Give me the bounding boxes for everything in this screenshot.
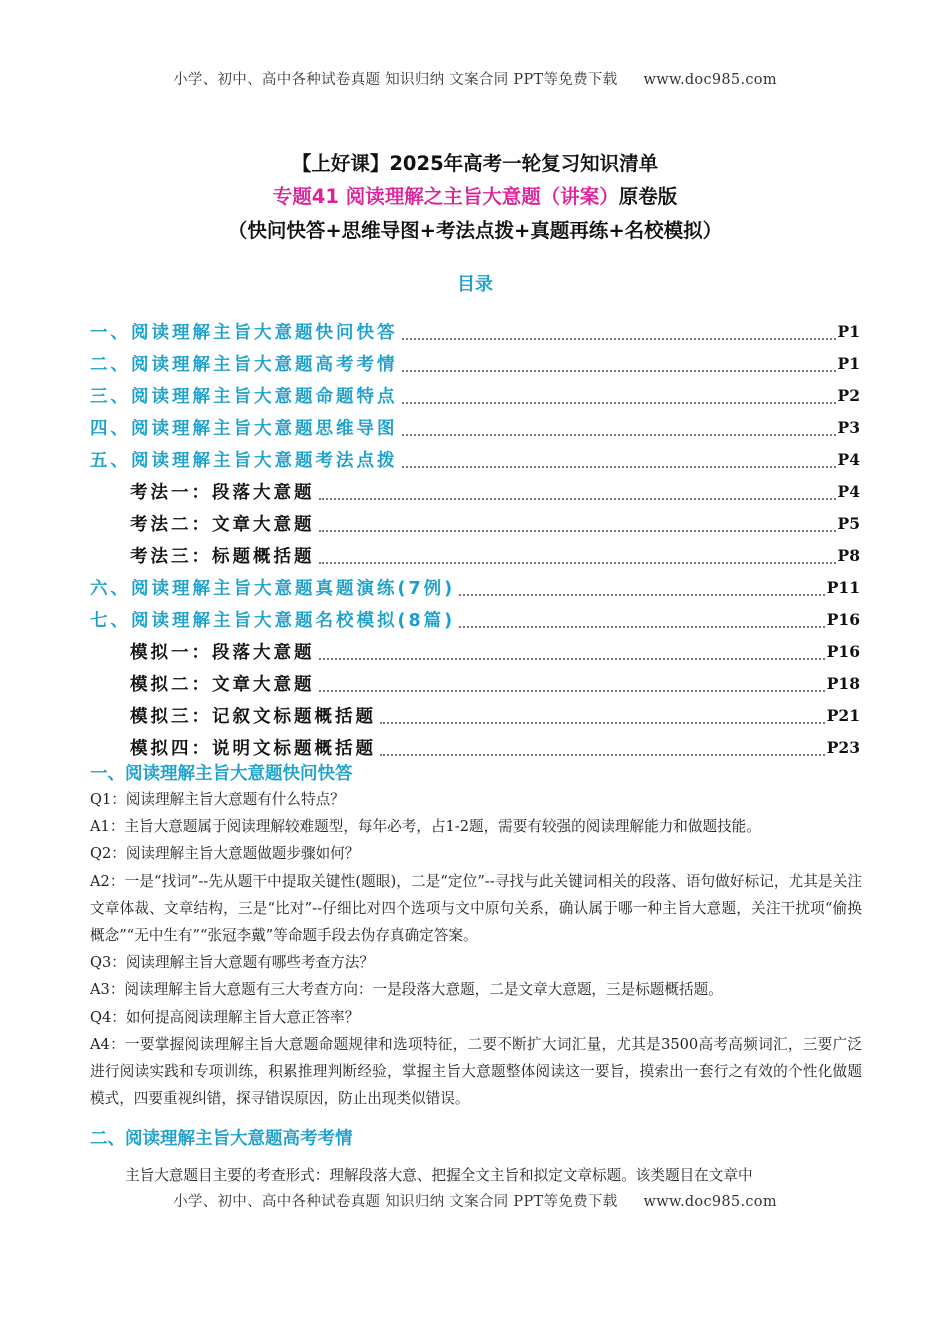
toc-item-label: 三、阅读理解主旨大意题命题特点 bbox=[90, 387, 398, 407]
toc-item-label: 考法二：文章大意题 bbox=[130, 515, 315, 535]
toc-item-page: P4 bbox=[837, 482, 860, 501]
qa-section bbox=[90, 786, 862, 1112]
toc-item-label: 考法一：段落大意题 bbox=[130, 483, 315, 503]
answer-3: A3：阅读理解主旨大意题有三大考查方向：一是段落大意题，二是文章大意题，三是标题概括题。 bbox=[90, 981, 723, 999]
title-block bbox=[0, 148, 950, 248]
document-contents-summary: （快问快答+思维导图+考法点拨+真题再练+名校模拟） bbox=[227, 219, 723, 242]
toc-subitem[interactable] bbox=[90, 728, 860, 760]
toc-item-label: 七、阅读理解主旨大意题名校模拟(8篇) bbox=[90, 611, 456, 631]
toc-item[interactable] bbox=[90, 312, 860, 344]
subtitle-topic: 专题41 阅读理解之主旨大意题（讲案） bbox=[272, 185, 619, 208]
toc-leader bbox=[319, 688, 825, 692]
toc-item[interactable] bbox=[90, 376, 860, 408]
toc-item[interactable] bbox=[90, 568, 860, 600]
toc-item-page: P16 bbox=[826, 642, 860, 661]
question-4: Q4：如何提高阅读理解主旨大意正答率？ bbox=[90, 1008, 360, 1026]
toc-leader bbox=[402, 400, 836, 404]
header-banner-text: 小学、初中、高中各种试卷真题 知识归纳 文案合同 PPT等免费下载 bbox=[173, 72, 618, 88]
toc-item-label: 六、阅读理解主旨大意题真题演练(7例) bbox=[90, 579, 456, 599]
toc-item-page: P21 bbox=[826, 706, 860, 725]
footer-banner-url[interactable]: www.doc985.com bbox=[643, 1194, 777, 1210]
toc-subitem[interactable] bbox=[90, 664, 860, 696]
toc-leader bbox=[380, 752, 825, 756]
toc-item-label: 四、阅读理解主旨大意题思维导图 bbox=[90, 419, 398, 439]
document-subtitle bbox=[0, 180, 950, 214]
toc-leader bbox=[319, 496, 836, 500]
section2-heading: 二、阅读理解主旨大意题高考考情 bbox=[90, 1129, 353, 1149]
answer-2: A2：一是“找词”--先从题干中提取关键性(题眼)，二是“定位”--寻找与此关键词相关的段落、语句做好标记，尤其是关注文章体裁、文章结构，三是“比对”--仔细比对四个选项与文中原句关系，确认属于哪一种主旨大意题，关注干扰项“偷换概念”“无中生有”“张冠李戴”等命题手段去伪存真确定答案。 bbox=[90, 872, 862, 945]
toc-subitem[interactable] bbox=[90, 504, 860, 536]
toc-subitem[interactable] bbox=[90, 472, 860, 504]
toc-item-label: 模拟四：说明文标题概括题 bbox=[130, 739, 376, 759]
toc-leader bbox=[402, 464, 836, 468]
toc-leader bbox=[402, 432, 836, 436]
question-2: Q2：阅读理解主旨大意题做题步骤如何？ bbox=[90, 845, 360, 863]
toc-item-label: 考法三：标题概括题 bbox=[130, 547, 315, 567]
question-1: Q1：阅读理解主旨大意题有什么特点？ bbox=[90, 791, 345, 808]
toc-item-page: P4 bbox=[837, 450, 860, 469]
section1-heading: 一、阅读理解主旨大意题快问快答 bbox=[90, 764, 353, 784]
document-title: 【上好课】2025年高考一轮复习知识清单 bbox=[291, 152, 659, 175]
subtitle-version: 原卷版 bbox=[618, 185, 678, 208]
toc-item-page: P23 bbox=[826, 738, 860, 757]
toc-item-page: P8 bbox=[837, 546, 860, 565]
toc-item[interactable] bbox=[90, 408, 860, 440]
toc-item[interactable] bbox=[90, 600, 860, 632]
toc-leader bbox=[402, 368, 836, 372]
toc-leader bbox=[319, 528, 836, 532]
answer-1: A1：主旨大意题属于阅读理解较难题型，每年必考，占1-2题，需要有较强的阅读理解能力和做题技能。 bbox=[90, 818, 761, 836]
toc-item-page: P2 bbox=[837, 386, 860, 405]
toc-subitem[interactable] bbox=[90, 632, 860, 664]
toc-leader bbox=[319, 656, 825, 660]
question-3: Q3：阅读理解主旨大意题有哪些考查方法？ bbox=[90, 954, 374, 972]
toc-leader bbox=[380, 720, 825, 724]
toc-item-page: P1 bbox=[837, 322, 860, 341]
toc-item-label: 模拟一：段落大意题 bbox=[130, 643, 315, 663]
toc-item[interactable] bbox=[90, 440, 860, 472]
toc-leader bbox=[459, 624, 825, 628]
footer-banner bbox=[0, 1190, 950, 1211]
header-banner bbox=[0, 68, 950, 89]
footer-banner-text: 小学、初中、高中各种试卷真题 知识归纳 文案合同 PPT等免费下载 bbox=[173, 1194, 618, 1210]
toc-subitem[interactable] bbox=[90, 696, 860, 728]
toc-item-label: 一、阅读理解主旨大意题快问快答 bbox=[90, 323, 398, 343]
toc-item-label: 五、阅读理解主旨大意题考法点拨 bbox=[90, 451, 398, 471]
toc-leader bbox=[319, 560, 836, 564]
header-banner-url[interactable]: www.doc985.com bbox=[643, 72, 777, 88]
toc-subitem[interactable] bbox=[90, 536, 860, 568]
toc-item[interactable] bbox=[90, 344, 860, 376]
toc-item-page: P16 bbox=[826, 610, 860, 629]
section2-intro: 主旨大意题目主要的考查形式：理解段落大意、把握全文主旨和拟定文章标题。该类题目在文章中 bbox=[125, 1167, 753, 1184]
toc-item-page: P18 bbox=[826, 674, 860, 693]
table-of-contents bbox=[90, 312, 860, 760]
toc-leader bbox=[402, 336, 836, 340]
toc-item-page: P1 bbox=[837, 354, 860, 373]
toc-item-page: P11 bbox=[826, 578, 860, 597]
toc-item-page: P3 bbox=[837, 418, 860, 437]
toc-heading: 目录 bbox=[457, 274, 493, 295]
toc-item-label: 模拟三：记叙文标题概括题 bbox=[130, 707, 376, 727]
toc-item-label: 二、阅读理解主旨大意题高考考情 bbox=[90, 355, 398, 375]
toc-item-page: P5 bbox=[837, 514, 860, 533]
answer-4: A4：一要掌握阅读理解主旨大意题命题规律和选项特征，二要不断扩大词汇量，尤其是3500高考高频词汇，三要广泛进行阅读实践和专项训练，积累推理判断经验，掌握主旨大意题整体阅读这一要旨，摸索出一套行之有效的个性化做题模式，四要重视纠错，探寻错误原因，防止出现类似错误。 bbox=[90, 1035, 862, 1108]
toc-item-label: 模拟二：文章大意题 bbox=[130, 675, 315, 695]
toc-leader bbox=[459, 592, 825, 596]
